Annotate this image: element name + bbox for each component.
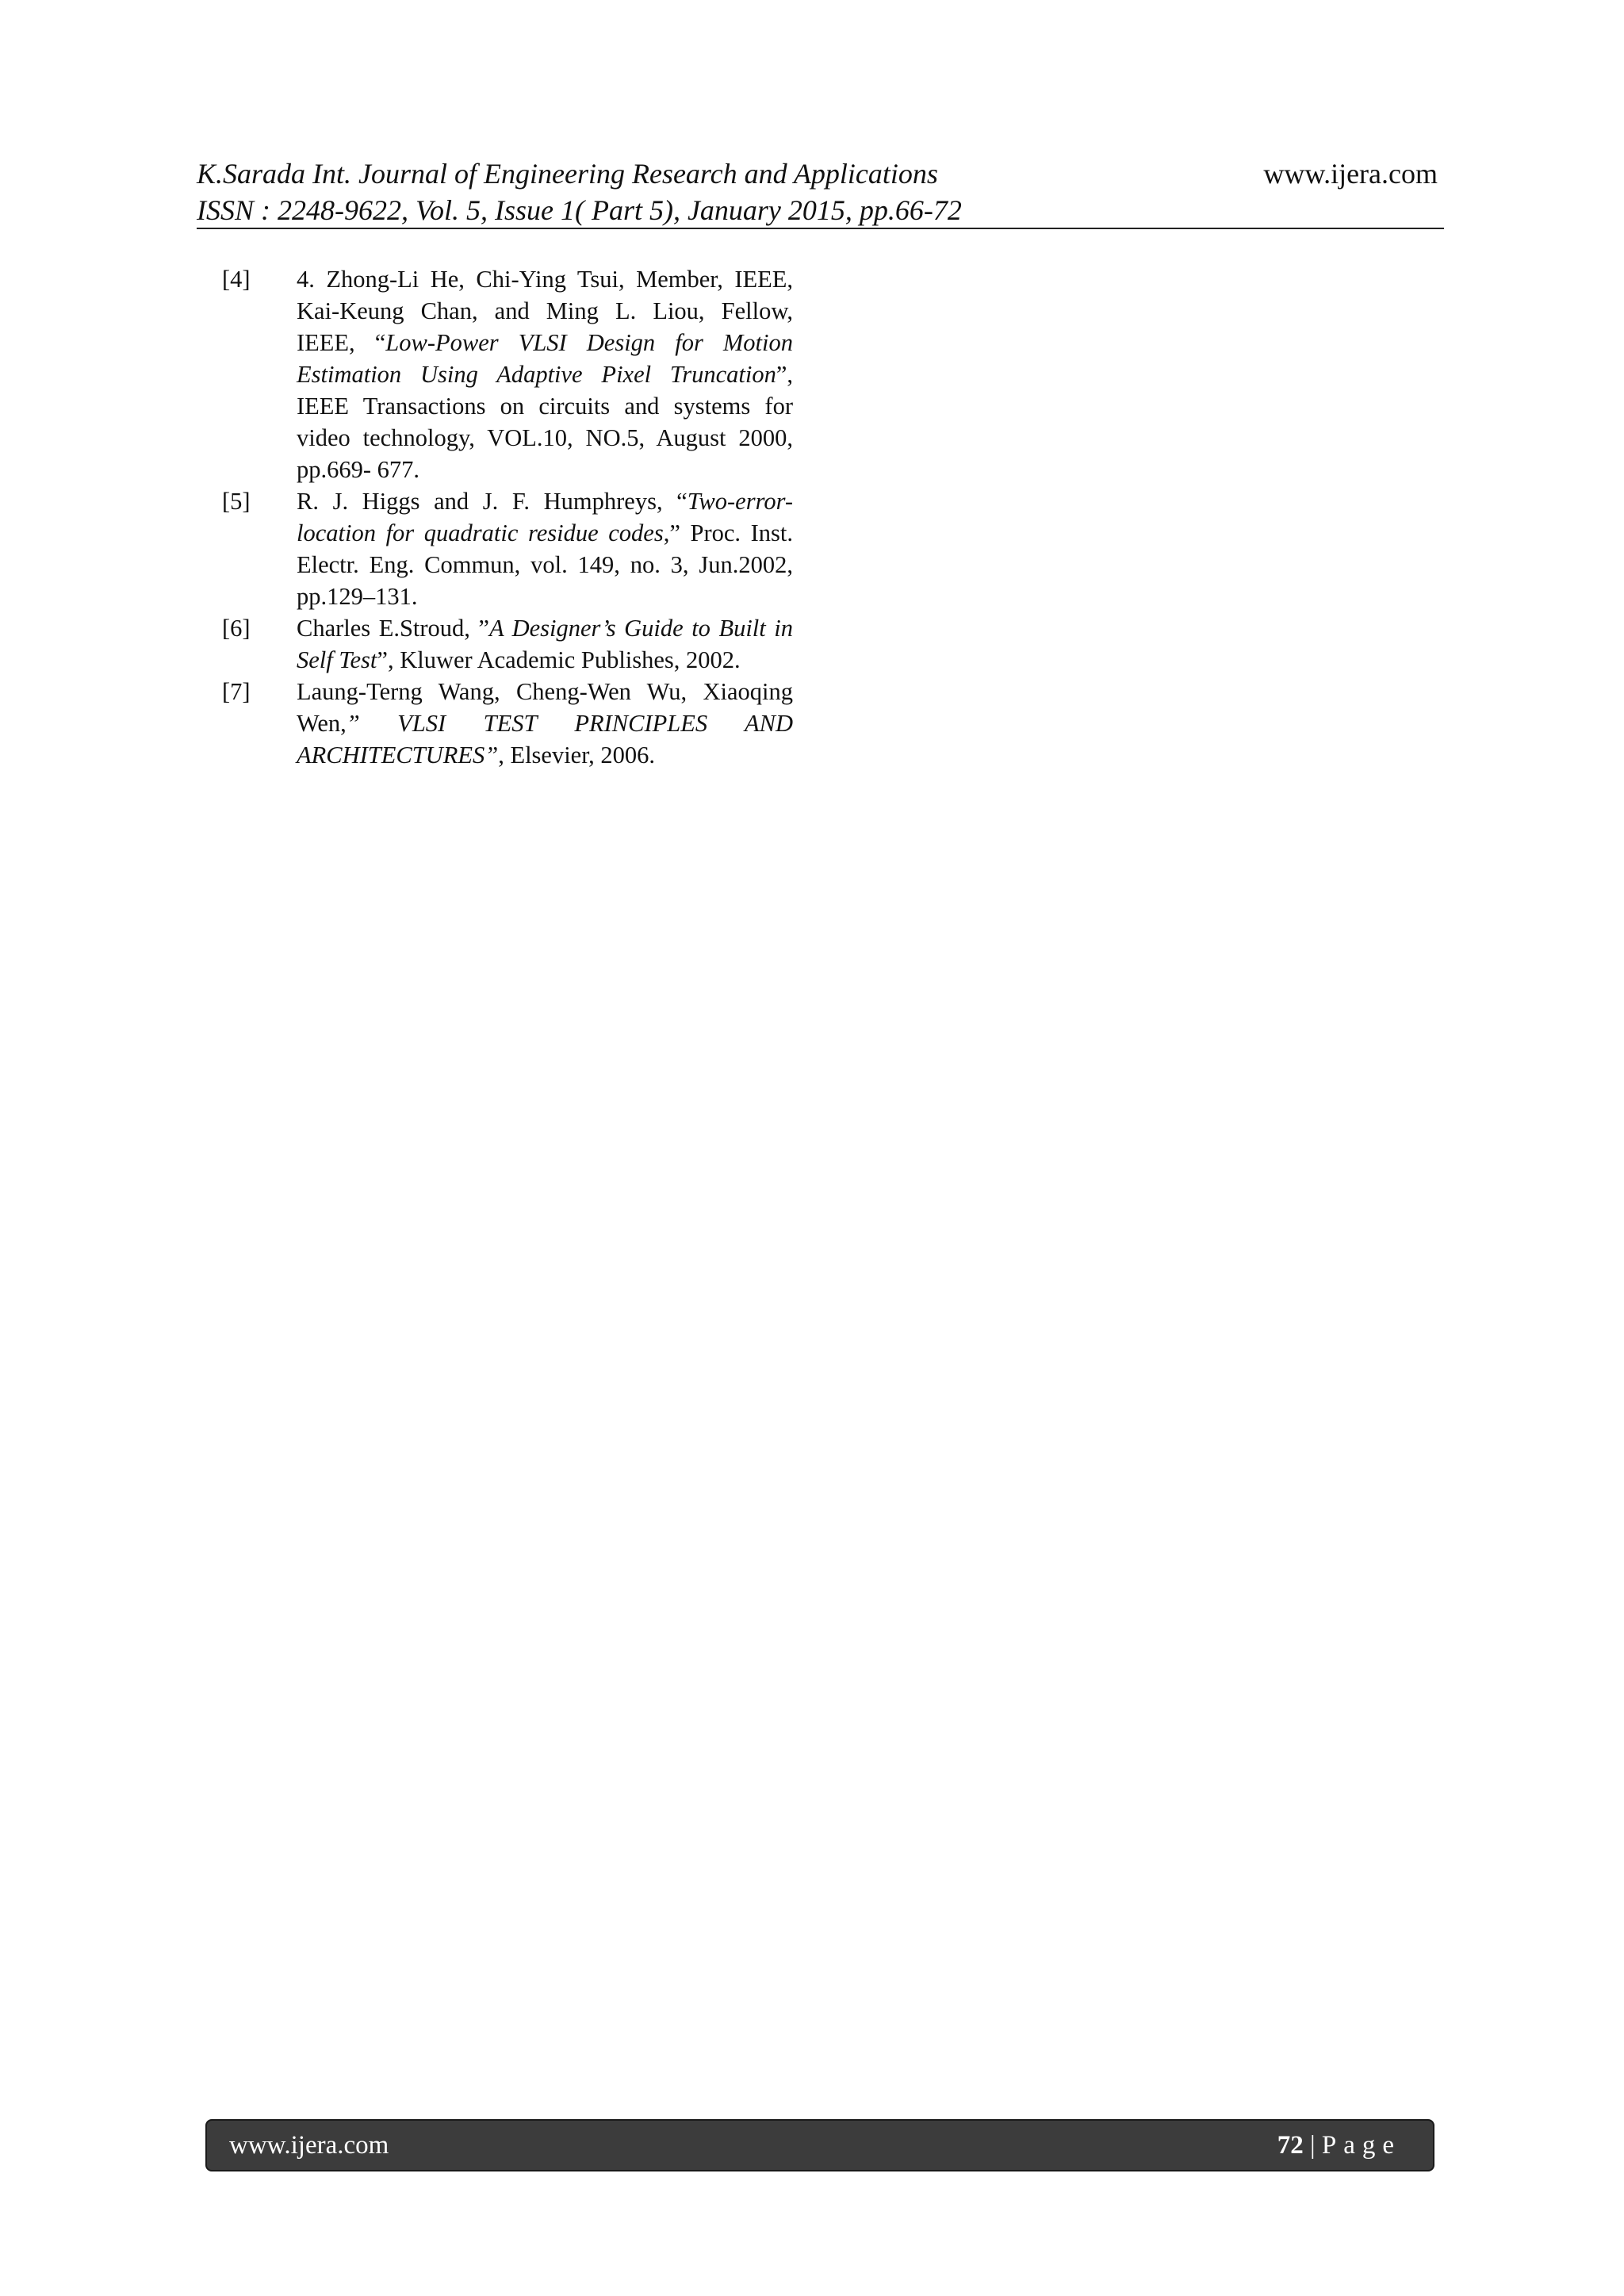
reference-number: [4] <box>222 266 251 293</box>
reference-source: ”, Kluwer Academic Publishes, 2002. <box>377 646 741 673</box>
reference-item <box>222 676 793 771</box>
header-top-row <box>197 155 1438 192</box>
reference-source: ,” Proc. Inst. Electr. Eng. Commun, vol. 149, no. 3, Jun.2002, pp.129–131. <box>297 519 793 610</box>
reference-authors: Charles E.Stroud, ” <box>297 615 489 642</box>
reference-item <box>222 485 793 612</box>
reference-authors: Laung-Terng Wang, Cheng-Wen Wu, Xiaoqing Wen, <box>297 678 793 737</box>
reference-text <box>297 266 793 483</box>
header-divider <box>197 228 1444 229</box>
reference-text <box>297 678 793 769</box>
reference-number: [6] <box>222 615 251 642</box>
footer-website-link[interactable]: www.ijera.com <box>229 2131 389 2160</box>
page-label: Page <box>1321 2131 1401 2160</box>
reference-title: ” VLSI TEST PRINCIPLES AND ARCHITECTURES” <box>297 710 793 769</box>
page-header <box>197 155 1438 228</box>
journal-title: K.Sarada Int. Journal of Engineering Research and Applications <box>197 158 938 190</box>
reference-authors: 4. Zhong-Li He, Chi-Ying Tsui, Member, IEEE, Kai-Keung Chan, and Ming L. Liou, Fellow, IEEE, “ <box>297 266 793 356</box>
reference-number: [5] <box>222 488 251 515</box>
reference-item <box>222 612 793 676</box>
page-indicator <box>1277 2121 1401 2170</box>
reference-title: Two-error-location for quadratic residue codes <box>297 488 793 546</box>
reference-text <box>297 488 793 610</box>
page-number: 72 <box>1277 2131 1304 2160</box>
reference-title: A Designer’s Guide to Built in Self Test <box>297 615 793 673</box>
reference-title: Low-Power VLSI Design for Motion Estimation Using Adaptive Pixel Truncation <box>297 329 793 388</box>
page-separator: | <box>1303 2131 1322 2160</box>
reference-item <box>222 263 793 485</box>
reference-source: ”, IEEE Transactions on circuits and systems for video technology, VOL.10, NO.5, August 2000, pp.669- 677. <box>297 361 793 483</box>
reference-number: [7] <box>222 678 251 705</box>
references-list <box>222 263 793 771</box>
reference-source: , Elsevier, 2006. <box>498 742 656 769</box>
page-footer <box>205 2119 1434 2171</box>
issn-line: ISSN : 2248-9622, Vol. 5, Issue 1( Part 5), January 2015, pp.66-72 <box>197 194 962 226</box>
reference-authors: R. J. Higgs and J. F. Humphreys, “ <box>297 488 688 515</box>
reference-text <box>297 615 793 673</box>
header-website-link[interactable]: www.ijera.com <box>1263 158 1438 190</box>
